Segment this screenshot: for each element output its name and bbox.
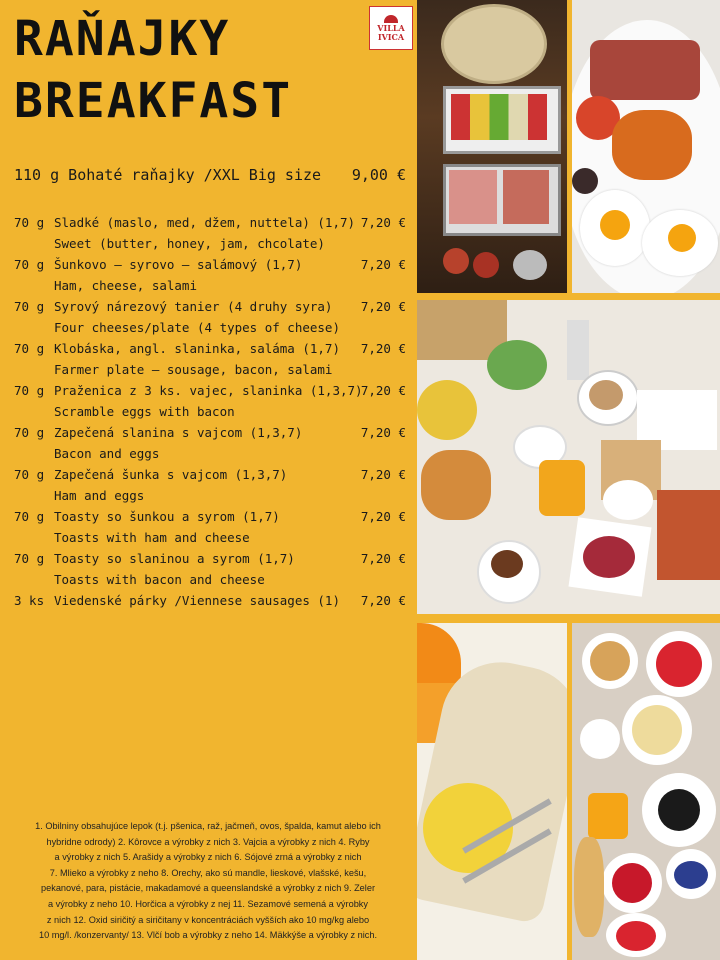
item-translation: Toasts with ham and cheese bbox=[54, 530, 250, 545]
item-price: 7,20 € bbox=[360, 215, 406, 230]
item-price: 7,20 € bbox=[360, 593, 406, 608]
logo-line1: VILLA bbox=[377, 22, 405, 33]
allergen-line: hybridne odrody) 2. Kôrovce a výrobky z nich 3. Vajcia a výrobky z nich 4. Ryby bbox=[46, 836, 370, 847]
item-qty: 70 g bbox=[14, 341, 45, 356]
english-breakfast-photo bbox=[572, 0, 720, 293]
breakfast-table-photo bbox=[417, 300, 720, 614]
item-name: Viedenské párky /Viennese sausages (1) bbox=[54, 593, 340, 608]
item-translation: Bacon and eggs bbox=[54, 446, 160, 461]
villa-ivica-logo bbox=[369, 6, 413, 50]
fruit-coffee-photo bbox=[572, 623, 720, 960]
item-qty: 70 g bbox=[14, 257, 45, 272]
allergen-line: pekanové, para, pistácie, makadamové a queenslandské a výrobky z nich 9. Zeler bbox=[41, 883, 375, 894]
item-name: Zapečená šunka s vajcom (1,3,7) bbox=[54, 467, 288, 482]
allergen-line: 1. Obilniny obsahujúce lepok (t.j. pšenica, raž, jačmeň, ovos, špalda, kamut alebo ich bbox=[35, 821, 381, 831]
item-name: Sladké (maslo, med, džem, nuttela) (1,7) bbox=[54, 215, 356, 230]
item-name: Toasty so slaninou a syrom (1,7) bbox=[54, 551, 295, 566]
featured-item-price: 9,00 € bbox=[351, 166, 406, 184]
featured-item-name: 110 g Bohaté raňajky /XXL Big size bbox=[14, 166, 322, 184]
item-translation: Sweet (butter, honey, jam, chcolate) bbox=[54, 236, 325, 251]
item-price: 7,20 € bbox=[360, 425, 406, 440]
item-qty: 70 g bbox=[14, 509, 45, 524]
item-price: 7,20 € bbox=[360, 509, 406, 524]
item-price: 7,20 € bbox=[360, 383, 406, 398]
item-qty: 70 g bbox=[14, 299, 45, 314]
item-qty: 70 g bbox=[14, 551, 45, 566]
breakfast-burrito-photo bbox=[417, 623, 567, 960]
item-price: 7,20 € bbox=[360, 257, 406, 272]
item-translation: Ham, cheese, salami bbox=[54, 278, 197, 293]
allergen-line: a výrobky z neho 10. Horčica a výrobky z nej 11. Sezamové semená a výrobky bbox=[47, 898, 368, 909]
item-name: Toasty so šunkou a syrom (1,7) bbox=[54, 509, 280, 524]
item-price: 7,20 € bbox=[360, 341, 406, 356]
item-price: 7,20 € bbox=[360, 299, 406, 314]
title-slovak: RAŇAJKY bbox=[14, 11, 231, 67]
allergen-line: a výrobky z nich 5. Arašidy a výrobky z nich 6. Sójové zrná a výrobky z nich bbox=[54, 852, 362, 863]
crest-icon bbox=[384, 15, 398, 23]
item-qty: 70 g bbox=[14, 467, 45, 482]
allergen-line: 7. Mlieko a výrobky z neho 8. Orechy, ako sú mandle, lieskové, vlašské, kešu, bbox=[49, 867, 367, 878]
buffet-photo bbox=[417, 0, 567, 293]
item-qty: 70 g bbox=[14, 383, 45, 398]
allergen-legend bbox=[6, 819, 410, 944]
item-name: Syrový nárezový tanier (4 druhy syra) bbox=[54, 299, 333, 314]
allergen-line: z nich 12. Oxid siričitý a siričitany v koncentráciách vyšších ako 10 mg/kg alebo bbox=[46, 914, 370, 925]
allergen-line: 10 mg/l. /konzervanty/ 13. Vlčí bob a výrobky z neho 14. Mäkkýše a výrobky z nich. bbox=[38, 930, 378, 941]
item-translation: Four cheeses/plate (4 types of cheese) bbox=[54, 320, 340, 335]
item-name: Klobáska, angl. slaninka, saláma (1,7) bbox=[54, 341, 340, 356]
item-qty: 70 g bbox=[14, 215, 45, 230]
item-translation: Scramble eggs with bacon bbox=[54, 404, 235, 419]
item-price: 7,20 € bbox=[360, 551, 406, 566]
item-translation: Farmer plate – sousage, bacon, salami bbox=[54, 362, 333, 377]
title-english: BREAKFAST bbox=[14, 73, 293, 129]
item-translation: Toasts with bacon and cheese bbox=[54, 572, 265, 587]
logo-line2: IVICA bbox=[377, 31, 405, 42]
item-qty: 3 ks bbox=[14, 593, 45, 608]
item-name: Praženica z 3 ks. vajec, slaninka (1,3,7) bbox=[54, 383, 363, 398]
page-title bbox=[14, 8, 292, 132]
item-name: Šunkovo – syrovo – salámový (1,7) bbox=[54, 257, 303, 272]
item-qty: 70 g bbox=[14, 425, 45, 440]
item-translation: Ham and eggs bbox=[54, 488, 145, 503]
item-name: Zapečená slanina s vajcom (1,3,7) bbox=[54, 425, 303, 440]
item-price: 7,20 € bbox=[360, 467, 406, 482]
